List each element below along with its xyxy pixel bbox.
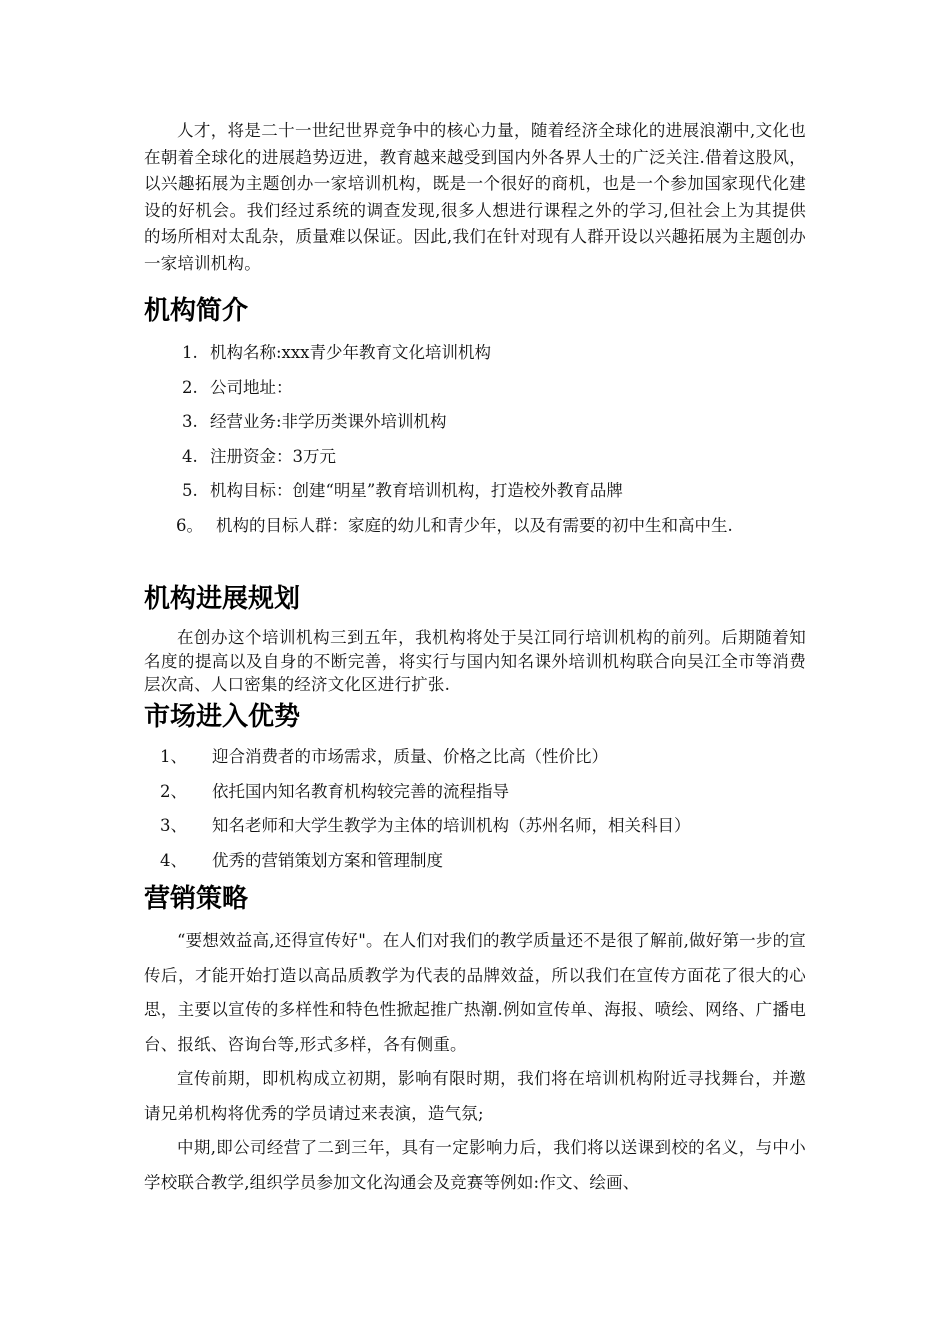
marketing-paragraph: “要想效益高,还得宣传好"。在人们对我们的教学质量还不是很了解前,做好第一步的宣传后，才能开始打造以高品质教学为代表的品牌效益，所以我们在宣传方面花了很大的心思，主要以宣传的多样性和特色性掀起推广热潮.例如宣传单、海报、喷绘、网络、广播电台、报纸、咨询台等,形式多样，各有侧重。 xyxy=(144,931,806,1054)
market-advantage-list xyxy=(144,740,806,878)
intro-section xyxy=(144,118,806,277)
list-item-number: 1. xyxy=(182,343,198,362)
list-item-text: 优秀的营销策划方案和管理制度 xyxy=(212,850,443,870)
list-item-number: 4、 xyxy=(160,850,187,870)
list-item xyxy=(144,405,806,440)
list-item-number: 4. xyxy=(182,446,198,466)
list-item xyxy=(144,809,806,844)
list-item-text: 公司地址： xyxy=(210,377,293,397)
list-item-target-audience xyxy=(144,508,806,543)
marketing-strategy-section xyxy=(144,924,806,1200)
list-item-text: 注册资金：3万元 xyxy=(210,446,336,466)
section-heading-market-advantage: 市场进入优势 xyxy=(144,702,301,732)
list-item-number: 3、 xyxy=(160,816,187,835)
section-heading-marketing-strategy: 营销策略 xyxy=(144,884,249,914)
list-item-text: 机构的目标人群：家庭的幼儿和青少年，以及有需要的初中生和高中生. xyxy=(216,516,733,535)
list-item xyxy=(144,371,806,406)
list-item xyxy=(144,775,806,810)
list-item-text: 迎合消费者的市场需求，质量、价格之比高（性价比） xyxy=(212,747,608,766)
list-item-number: 2. xyxy=(182,377,198,397)
marketing-paragraph: 中期,即公司经营了二到三年，具有一定影响力后，我们将以送课到校的名义，与中小学校联合教学,组织学员参加文化沟通会及竞赛等例如:作文、绘画、 xyxy=(144,1138,806,1192)
list-item-text: 机构目标：创建“明星”教育培训机构，打造校外教育品牌 xyxy=(210,481,623,500)
list-item-text: 知名老师和大学生教学为主体的培训机构（苏州名师，相关科目） xyxy=(212,816,691,835)
list-item-number: 2、 xyxy=(160,781,187,801)
development-plan-paragraph: 在创办这个培训机构三到五年，我机构将处于吴江同行培训机构的前列。后期随着知名度的提高以及自身的不断完善，将实行与国内知名课外培训机构联合向吴江全市等消费层次高、人口密集的经济文化区进行扩张. xyxy=(144,628,806,694)
list-item-text: 依托国内知名教育机构较完善的流程指导 xyxy=(212,781,509,801)
org-info-list xyxy=(144,336,806,509)
list-item xyxy=(144,474,806,509)
list-item-number: 6。 xyxy=(176,516,203,535)
list-item-number: 3. xyxy=(182,412,198,431)
list-item-text: 机构名称:xxx青少年教育文化培训机构 xyxy=(210,343,491,362)
list-item xyxy=(144,336,806,371)
list-item xyxy=(144,440,806,475)
list-item xyxy=(144,844,806,879)
list-item-number: 1、 xyxy=(160,747,187,766)
development-plan-section xyxy=(144,626,806,697)
intro-paragraph: 人才，将是二十一世纪世界竞争中的核心力量，随着经济全球化的进展浪潮中,文化也在朝着全球化的进展趋势迈进，教育越来越受到国内外各界人士的广泛关注.借着这股风，以兴趣拓展为主题创办一家培训机构，既是一个很好的商机，也是一个参加国家现代化建设的好机会。我们经过系统的调查发现,很多人想进行课程之外的学习,但社会上为其提供的场所相对太乱杂，质量难以保证。因此,我们在针对现有人群开设以兴趣拓展为主题创办一家培训机构。 xyxy=(144,121,806,273)
marketing-paragraph: 宣传前期，即机构成立初期，影响有限时期，我们将在培训机构附近寻找舞台，并邀请兄弟机构将优秀的学员请过来表演，造气氛; xyxy=(144,1069,806,1123)
list-item-number: 5. xyxy=(182,481,198,500)
section-heading-org-intro: 机构简介 xyxy=(144,296,249,326)
list-item xyxy=(144,740,806,775)
list-item-text: 经营业务:非学历类课外培训机构 xyxy=(210,412,447,431)
section-heading-development-plan: 机构进展规划 xyxy=(144,584,301,614)
